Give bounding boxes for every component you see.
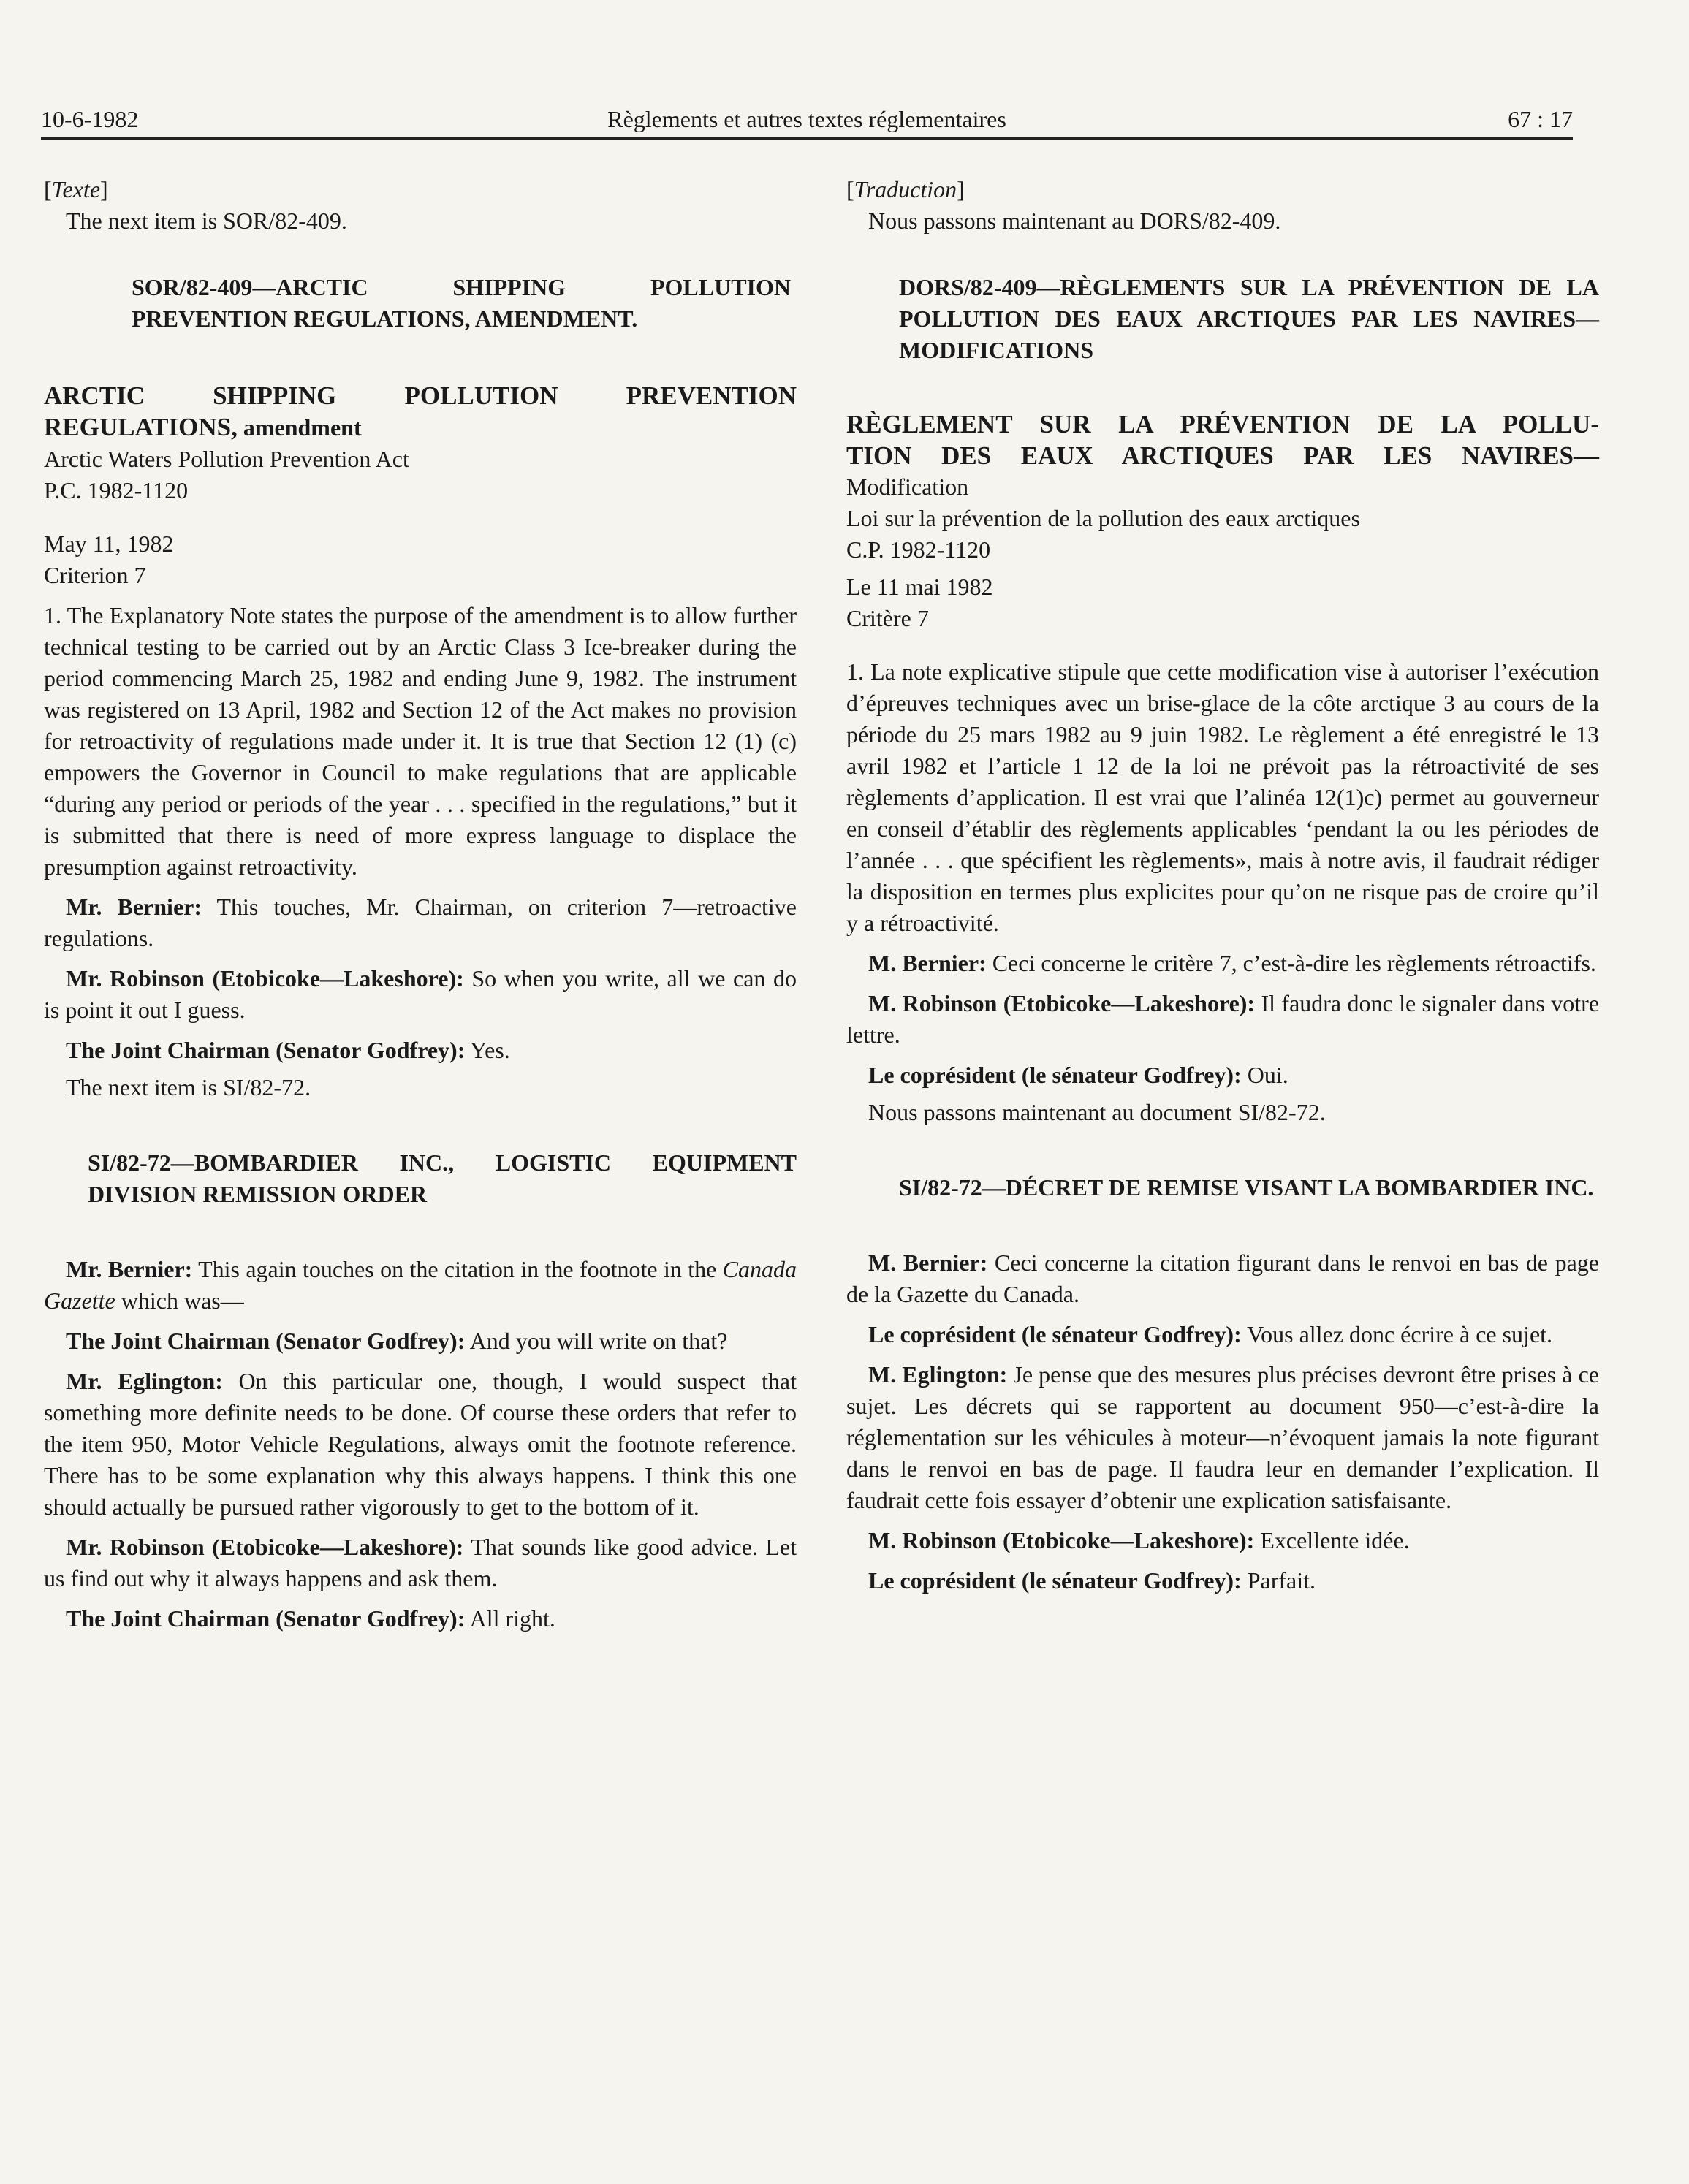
- speech: M. Bernier: Ceci concerne le critère 7, c’est-à-dire les règlements rétroactifs.: [868, 950, 1596, 976]
- french-column: [846, 174, 1599, 1597]
- speech: Mr. Bernier: This touches, Mr. Chairman, on criterion 7—retroactive regulations.: [44, 894, 797, 951]
- speech: Le coprésident (le sénateur Godfrey): Parfait.: [868, 1567, 1316, 1594]
- intro-text: Nous passons maintenant au DORS/82-409.: [868, 208, 1281, 234]
- criterion: Criterion 7: [44, 562, 146, 588]
- header-date: 10-6-1982: [41, 106, 139, 132]
- regulation-title-cont: TION DES EAUX ARCTIQUES PAR LES NAVIRES—: [846, 441, 1599, 470]
- pc-number: P.C. 1982-1120: [44, 477, 189, 503]
- section-label: [Traduction]: [846, 176, 965, 202]
- speech: Mr. Robinson (Etobicoke—Lakeshore): So when you write, all we can do is point it out I guess.: [44, 965, 797, 1023]
- speech: M. Robinson (Etobicoke—Lakeshore): Excellente idée.: [868, 1527, 1410, 1553]
- speech: M. Eglington: Je pense que des mesures plus précises devront être prises à ce sujet. Les décrets qui se rapportent au document 950—c’est-à-dire la réglementation sur les véhicules à moteur—n’évoquent jamais la note figurant dans le renvoi en bas de page. Il faudra leur en demander l’explication. Il faudrait cette fois essayer d’obtenir une explication satisfaisante.: [846, 1361, 1600, 1513]
- explanatory-note: 1. The Explanatory Note states the purpose of the amendment is to allow further technical testing to be carried out by an Arctic Class 3 Ice-breaker during the period commencing March 25, 1982 and ending June 9, 1982. The instrument was registered on 13 April, 1982 and Section 12 of the Act makes no provision for retroactivity of regulations made under it. It is true that Section 12 (1) (c) empowers the Governor in Council to make regulations that are applicable “during any period or periods of the year . . . specified in the regulations,” but it is submitted that there is need of more express language to displace the presumption against retroactivity.: [44, 602, 797, 880]
- english-column: [44, 174, 797, 1635]
- header-page-number: 67 : 17: [1508, 106, 1573, 132]
- regulation-block: [44, 380, 797, 506]
- regulation-title: RÈGLEMENT SUR LA PRÉVENTION DE LA POLLU-: [846, 410, 1599, 438]
- regulation-date: Le 11 mai 1982: [846, 574, 993, 600]
- speech: Mr. Robinson (Etobicoke—Lakeshore): That sounds like good advice. Let us find out why it always happens and ask them.: [44, 1534, 797, 1591]
- regulation-subtitle: REGULATIONS, amendment: [44, 413, 362, 441]
- speech: The Joint Chairman (Senator Godfrey): All right.: [66, 1605, 555, 1632]
- speech: The Joint Chairman (Senator Godfrey): Yes.: [66, 1037, 510, 1063]
- speech: Le coprésident (le sénateur Godfrey): Vous allez donc écrire à ce sujet.: [868, 1321, 1553, 1347]
- item-heading: SI/82-72—BOMBARDIER INC., LOGISTIC EQUIPMENT DIVISION REMISSION ORDER: [88, 1149, 797, 1207]
- speech: M. Bernier: Ceci concerne la citation figurant dans le renvoi en bas de page de la Gazette du Canada.: [846, 1249, 1600, 1307]
- next-item-text: Nous passons maintenant au document SI/82-72.: [868, 1099, 1326, 1125]
- intro-text: The next item is SOR/82-409.: [66, 208, 347, 234]
- date-block: [846, 571, 1599, 634]
- page-header: [41, 102, 1573, 140]
- next-item-text: The next item is SI/82-72.: [66, 1074, 311, 1100]
- act-name: Arctic Waters Pollution Prevention Act: [44, 446, 409, 472]
- item-heading: DORS/82-409—RÈGLEMENTS SUR LA PRÉVENTION DE LA POLLUTION DES EAUX ARCTIQUES PAR LES NAVIRES—MODIFICATIONS: [899, 274, 1599, 363]
- speech: The Joint Chairman (Senator Godfrey): And you will write on that?: [66, 1328, 728, 1354]
- explanatory-note: 1. La note explicative stipule que cette modification vise à autoriser l’exécution d’épreuves techniques avec un brise-glace de la côte arctique 3 au cours de la période du 25 mars 1982 au 9 juin 1982. Le règlement a été enregistré le 13 avril 1982 et l’article 1 12 de la loi ne prévoit pas la rétroactivité de ses règlements d’application. Il est vrai que l’alinéa 12(1)c) permet au gouverneur en conseil d’établir des règlements applicables ‘pendant la ou les périodes de l’année . . . que spécifient les règlements», mais à notre avis, il faudrait rédiger la disposition en termes plus explicites pour qu’on ne risque pas de croire qu’il y a rétroactivité.: [846, 658, 1599, 936]
- criterion: Critère 7: [846, 605, 929, 631]
- act-name: Loi sur la prévention de la pollution des eaux arctiques: [846, 505, 1360, 531]
- speech: Le coprésident (le sénateur Godfrey): Oui.: [868, 1062, 1288, 1088]
- regulation-block: [846, 408, 1599, 566]
- section-label: [Texte]: [44, 176, 108, 202]
- regulation-subtitle: Modification: [846, 473, 969, 500]
- speech: M. Robinson (Etobicoke—Lakeshore): Il faudra donc le signaler dans votre lettre.: [846, 990, 1600, 1048]
- speech: Mr. Bernier: This again touches on the citation in the footnote in the Canada Gazette which was—: [44, 1256, 797, 1314]
- date-block: [44, 528, 797, 591]
- regulation-title: ARCTIC SHIPPING POLLUTION PREVENTION: [44, 381, 797, 410]
- pc-number: C.P. 1982-1120: [846, 536, 991, 563]
- speech: Mr. Eglington: On this particular one, though, I would suspect that something more definite needs to be done. Of course these orders that refer to the item 950, Motor Vehicle Regulations, always omit the footnote reference. There has to be some explanation why this always happens. I think this one should actually be pursued rather vigorously to get to the bottom of it.: [44, 1368, 797, 1520]
- item-heading: SOR/82-409—ARCTIC SHIPPING POLLUTION PREVENTION REGULATIONS, AMENDMENT.: [132, 274, 791, 332]
- item-heading: SI/82-72—DÉCRET DE REMISE VISANT LA BOMBARDIER INC.: [899, 1174, 1594, 1201]
- header-title: Règlements et autres textes réglementaires: [607, 106, 1006, 132]
- regulation-date: May 11, 1982: [44, 530, 174, 557]
